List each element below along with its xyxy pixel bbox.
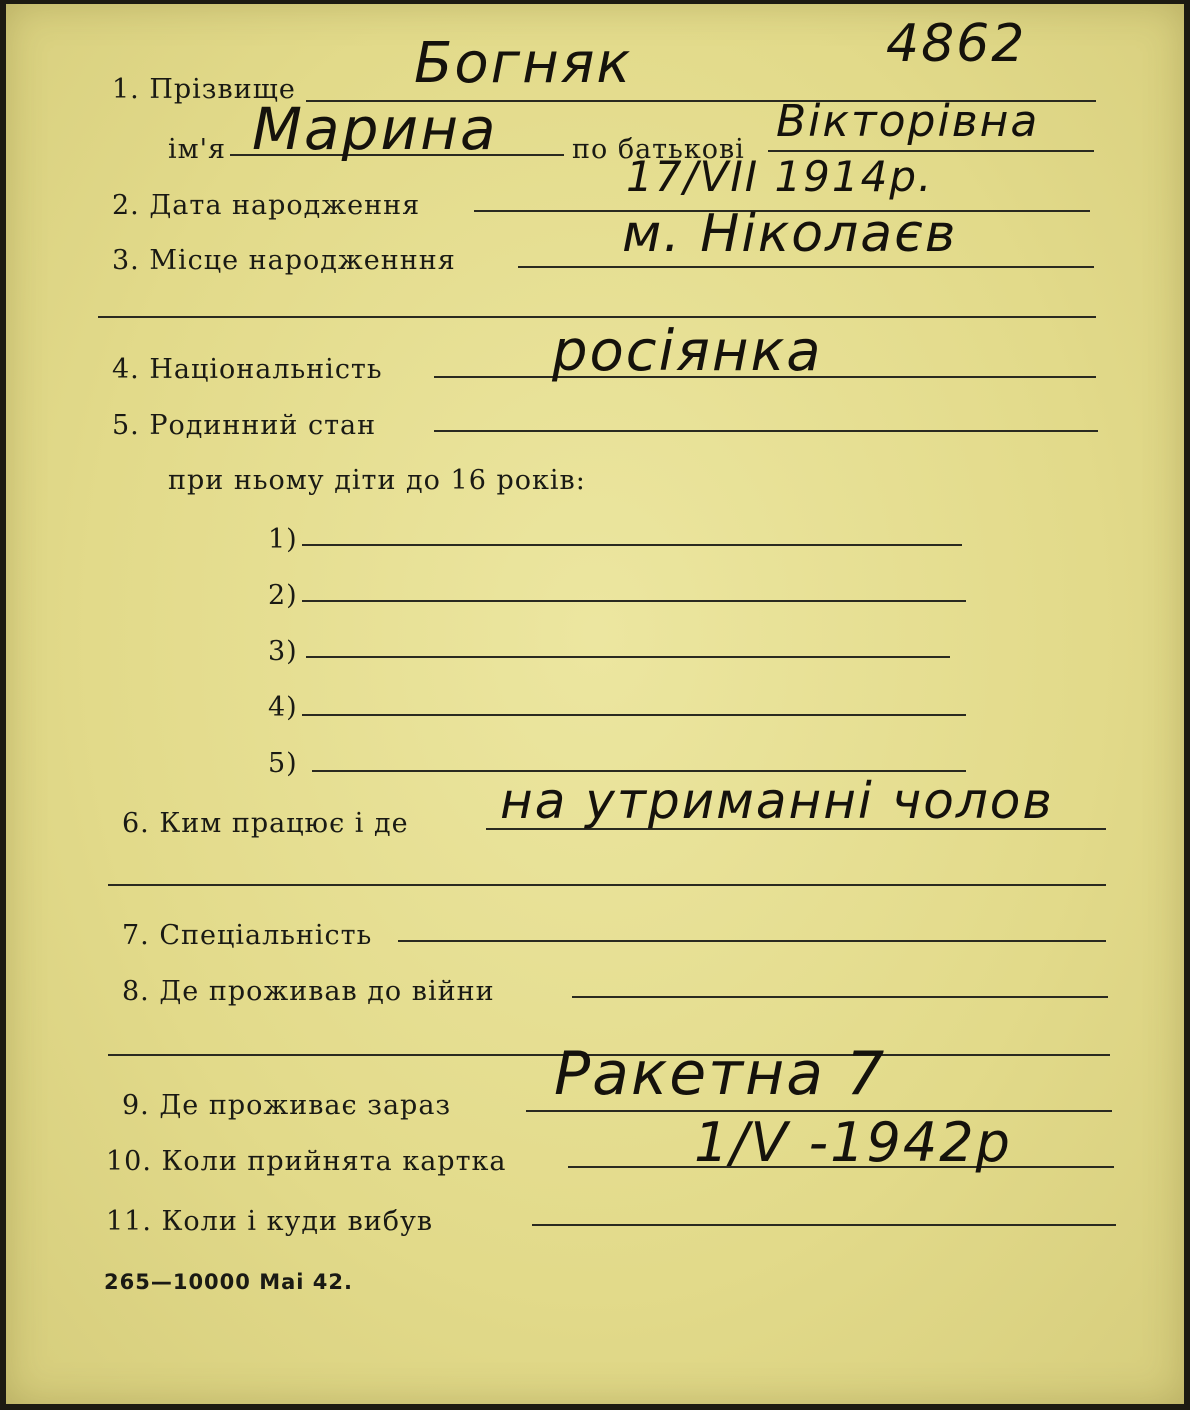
label-patronymic: по батькові [572,134,745,165]
label-specialty: 7. Спеціальність [122,920,373,951]
value-surname: Богняк [414,31,633,96]
line-child-1 [302,544,962,546]
line-family-status [434,430,1098,432]
line-prewar-residence [572,996,1108,998]
line-departure [532,1224,1116,1226]
value-birth-date: 17/VII 1914р. [626,152,934,201]
label-child-1: 1) [268,524,298,555]
value-birth-place: м. Ніколаєв [622,204,958,264]
label-children: при ньому діти до 16 років: [168,465,586,496]
archive-number: 4862 [886,14,1027,74]
line-child-3 [306,656,950,658]
print-mark: 265—10000 Маі 42. [104,1270,353,1294]
value-work: на утриманні чолов [500,772,1054,830]
label-prewar-residence: 8. Де проживав до війни [122,976,495,1007]
value-first-name: Марина [252,95,498,163]
label-child-2: 2) [268,580,298,611]
label-child-4: 4) [268,692,298,723]
label-departure: 11. Коли і куди вибув [106,1206,434,1237]
label-family-status: 5. Родинний стан [112,410,377,441]
value-card-date: 1/V -1942р [694,1111,1012,1174]
label-child-3: 3) [268,636,298,667]
value-patronymic: Вікторівна [776,96,1040,147]
line-birth-place [518,266,1094,268]
label-work: 6. Ким працює і де [122,808,409,839]
label-card-date: 10. Коли прийнята картка [106,1146,507,1177]
label-surname: 1. Прізвище [112,74,296,105]
line-child-4 [302,714,966,716]
label-birth-place: 3. Місце народженння [112,245,456,276]
label-birth-date: 2. Дата народження [112,190,421,221]
label-nationality: 4. Національність [112,354,383,385]
value-nationality: росіянка [552,319,823,384]
line-specialty [398,940,1106,942]
line-work-2 [108,884,1106,886]
value-current-residence: Ракетна 7 [554,1039,887,1109]
line-child-2 [302,600,966,602]
label-child-5: 5) [268,748,298,779]
line-birth-place-2 [98,316,1096,318]
label-current-residence: 9. Де проживає зараз [122,1090,452,1121]
registration-card [6,4,1184,1404]
label-first-name: ім'я [168,134,227,165]
